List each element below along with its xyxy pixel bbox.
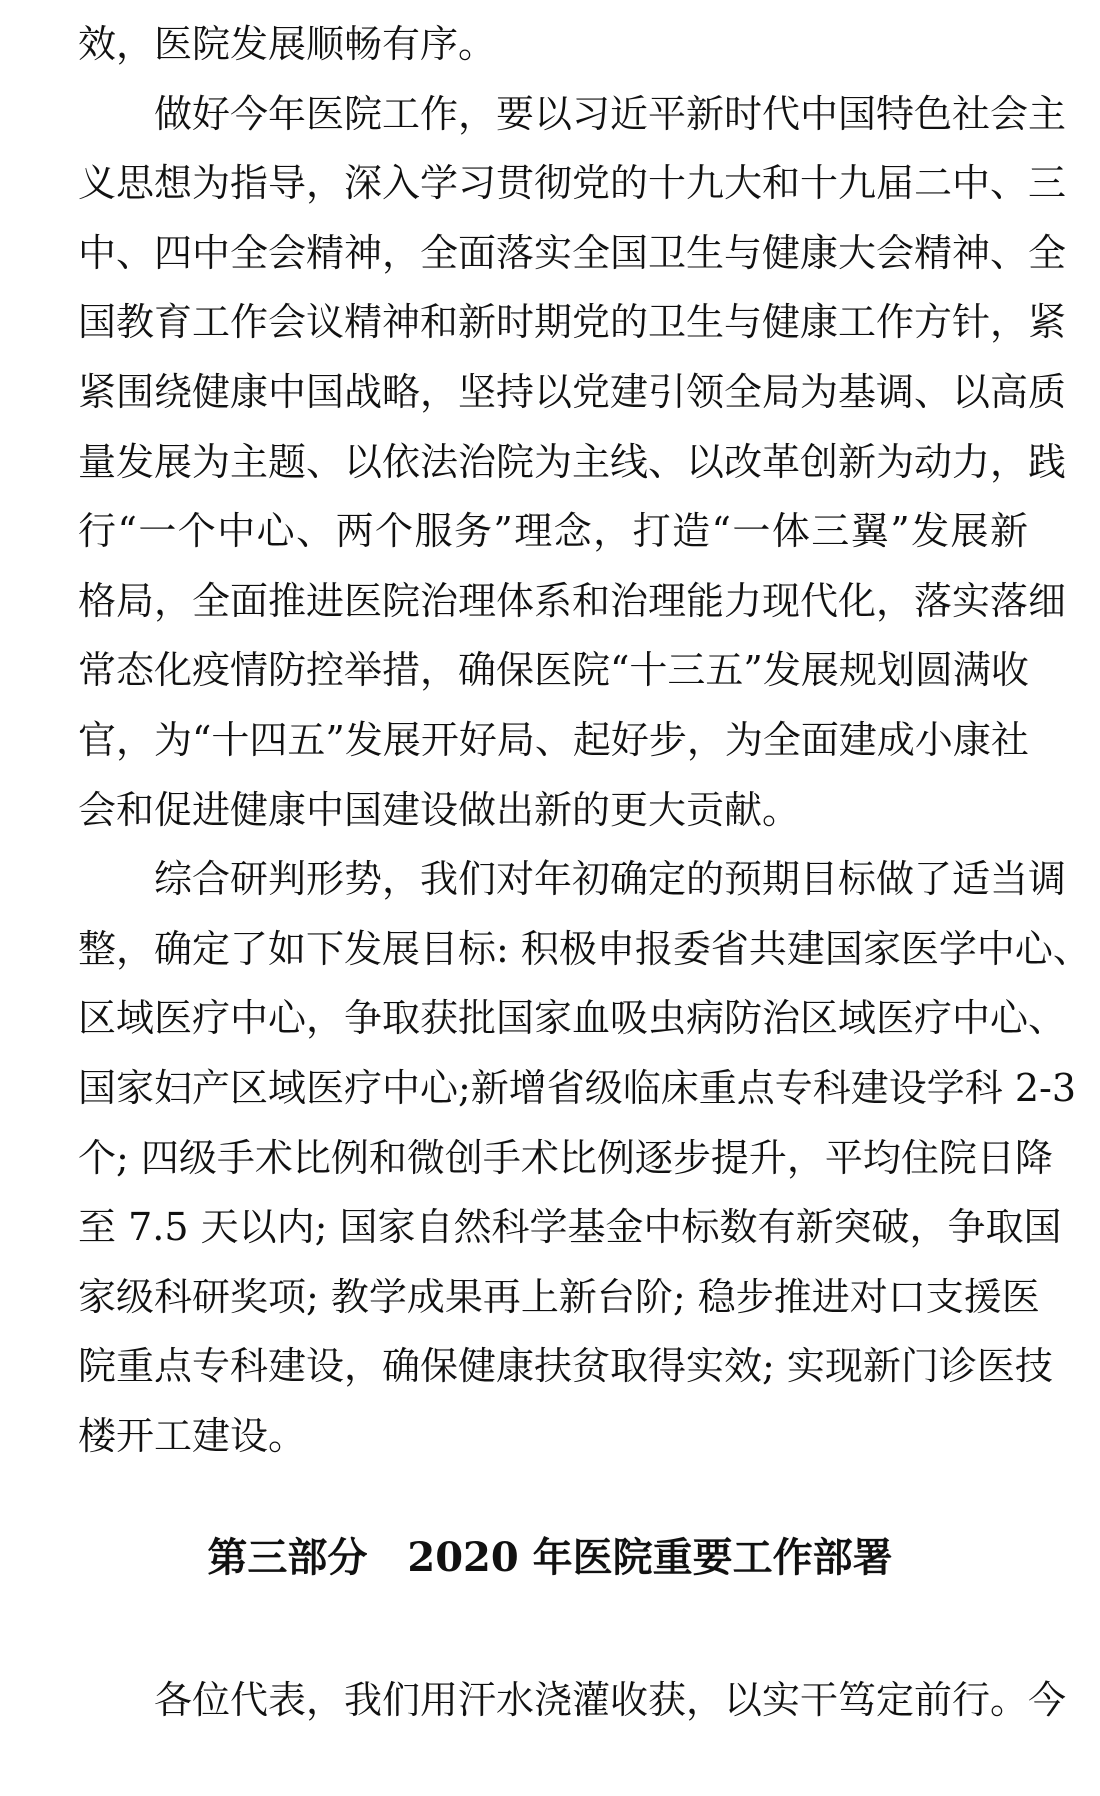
paragraph-line: 格局，全面推进医院治理体系和治理能力现代化，落实落细 xyxy=(78,578,1067,623)
paragraph-line: 官，为“十四五”发展开好局、起好步，为全面建成小康社 xyxy=(78,717,1029,762)
paragraph-guiding-thought xyxy=(78,80,1067,846)
paragraph-line: 做好今年医院工作，要以习近平新时代中国特色社会主 xyxy=(154,91,1067,136)
paragraph-closing xyxy=(78,1666,1067,1736)
paragraph-line: 各位代表，我们用汗水浇灌收获，以实干笃定前行。今 xyxy=(154,1678,1067,1722)
section-heading xyxy=(0,1528,1100,1588)
paragraph-line: 楼开工建设。 xyxy=(78,1413,307,1458)
paragraph-development-goals xyxy=(78,845,1091,1471)
paragraph-line: 紧围绕健康中国战略，坚持以党建引领全局为基调、以高质 xyxy=(78,369,1067,414)
paragraph-line: 国教育工作会议精神和新时期党的卫生与健康工作方针，紧 xyxy=(78,300,1067,345)
paragraph-line: 整，确定了如下发展目标: 积极申报委省共建国家医学中心、 xyxy=(78,926,1091,971)
paragraph-line: 常态化疫情防控举措，确保医院“十三五”发展规划圆满收 xyxy=(78,648,1029,693)
paragraph-line: 行“一个中心、两个服务”理念，打造“一体三翼”发展新 xyxy=(78,509,1028,554)
document-body xyxy=(78,0,1091,1471)
paragraph-line: 义思想为指导，深入学习贯彻党的十九大和十九届二中、三 xyxy=(78,161,1067,206)
paragraph-line: 综合研判形势，我们对年初确定的预期目标做了适当调 xyxy=(154,857,1067,902)
paragraph-line: 院重点专科建设，确保健康扶贫取得实效; 实现新门诊医技 xyxy=(78,1344,1053,1389)
paragraph-line: 量发展为主题、以依法治院为主线、以改革创新为动力，践 xyxy=(78,439,1067,484)
paragraph-line: 会和促进健康中国建设做出新的更大贡献。 xyxy=(78,787,801,832)
section-heading-part: 第三部分 xyxy=(207,1534,368,1581)
paragraph-line: 家级科研奖项; 教学成果再上新台阶; 稳步推进对口支援医 xyxy=(78,1274,1040,1319)
section-heading-title: 2020 年医院重要工作部署 xyxy=(407,1534,893,1581)
paragraph-line: 区域医疗中心，争取获批国家血吸虫病防治区域医疗中心、 xyxy=(78,996,1067,1041)
paragraph-line: 国家妇产区域医疗中心;新增省级临床重点专科建设学科 2-3 xyxy=(78,1065,1077,1110)
paragraph-line: 至 7.5 天以内; 国家自然科学基金中标数有新突破，争取国 xyxy=(78,1205,1062,1250)
paragraph-line: 个; 四级手术比例和微创手术比例逐步提升，平均住院日降 xyxy=(78,1135,1053,1180)
paragraph-line: 效，医院发展顺畅有序。 xyxy=(78,22,497,66)
paragraph-line: 中、四中全会精神，全面落实全国卫生与健康大会精神、全 xyxy=(78,230,1067,275)
